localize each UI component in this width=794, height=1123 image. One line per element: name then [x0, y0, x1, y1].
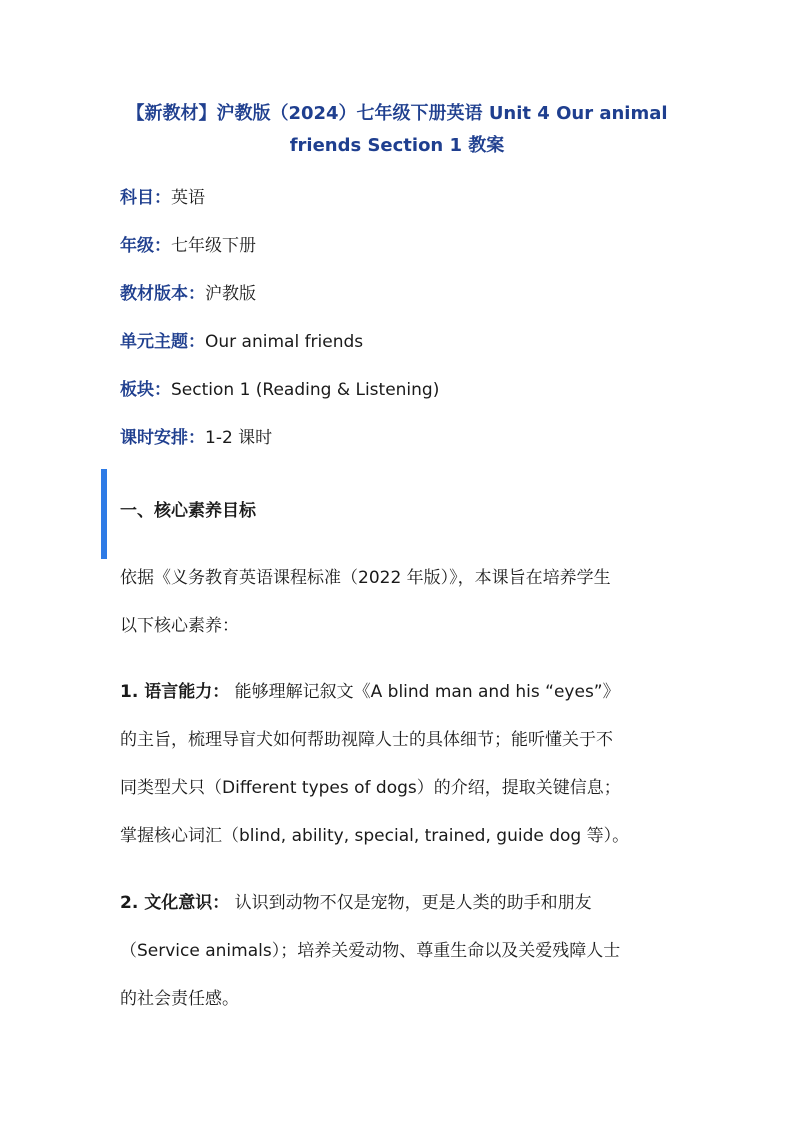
title-line-1: 【新教材】沪教版（2024）七年级下册英语 Unit 4 Our animal — [126, 103, 668, 124]
objective-label: 2. 文化意识： — [120, 893, 230, 913]
title-line-2: friends Section 1 教案 — [289, 135, 505, 156]
meta-value: 英语 — [171, 188, 205, 208]
paragraph-line — [120, 668, 680, 716]
paragraph-line: 以下核心素养： — [120, 616, 239, 636]
paragraph-line: （Service animals）；培养关爱动物、尊重生命以及关爱残障人士 — [120, 941, 621, 961]
objective-cultural-awareness — [120, 879, 680, 1023]
meta-value: 1-2 课时 — [205, 428, 273, 448]
paragraph-line: 的社会责任感。 — [120, 989, 239, 1009]
section-intro-paragraph — [120, 554, 680, 650]
paragraph-line: 的主旨，梳理导盲犬如何帮助视障人士的具体细节；能听懂关于不 — [120, 730, 613, 750]
objective-text: 能够理解记叙文《A blind man and his “eyes”》 — [229, 682, 620, 702]
document-title — [100, 98, 694, 162]
objective-language-ability — [120, 668, 680, 860]
paragraph-line — [120, 879, 680, 927]
meta-subject — [120, 186, 205, 210]
meta-textbook-edition — [120, 282, 256, 306]
paragraph-line: 掌握核心词汇（blind, ability, special, trained, guide dog 等）。 — [120, 826, 630, 846]
meta-class-hours — [120, 426, 272, 450]
meta-label: 课时安排： — [120, 428, 205, 448]
meta-label: 年级： — [120, 236, 171, 256]
meta-unit-theme — [120, 330, 363, 354]
meta-value: 沪教版 — [205, 284, 256, 304]
meta-section — [120, 378, 439, 402]
meta-value: Our animal friends — [205, 332, 364, 352]
meta-label: 单元主题： — [120, 332, 205, 352]
paragraph-line: 依据《义务教育英语课程标准（2022 年版）》，本课旨在培养学生 — [120, 568, 611, 588]
meta-value: 七年级下册 — [171, 236, 256, 256]
objective-label: 1. 语言能力： — [120, 682, 230, 702]
objective-text: 认识到动物不仅是宠物，更是人类的助手和朋友 — [229, 893, 592, 913]
meta-label: 板块： — [120, 380, 171, 400]
meta-label: 科目： — [120, 188, 171, 208]
meta-value: Section 1 (Reading & Listening) — [171, 380, 440, 400]
meta-grade — [120, 234, 256, 258]
section-accent-bar — [101, 469, 107, 559]
paragraph-line: 同类型犬只（Different types of dogs）的介绍，提取关键信息； — [120, 778, 621, 798]
meta-label: 教材版本： — [120, 284, 205, 304]
section-heading: 一、核心素养目标 — [120, 501, 256, 521]
